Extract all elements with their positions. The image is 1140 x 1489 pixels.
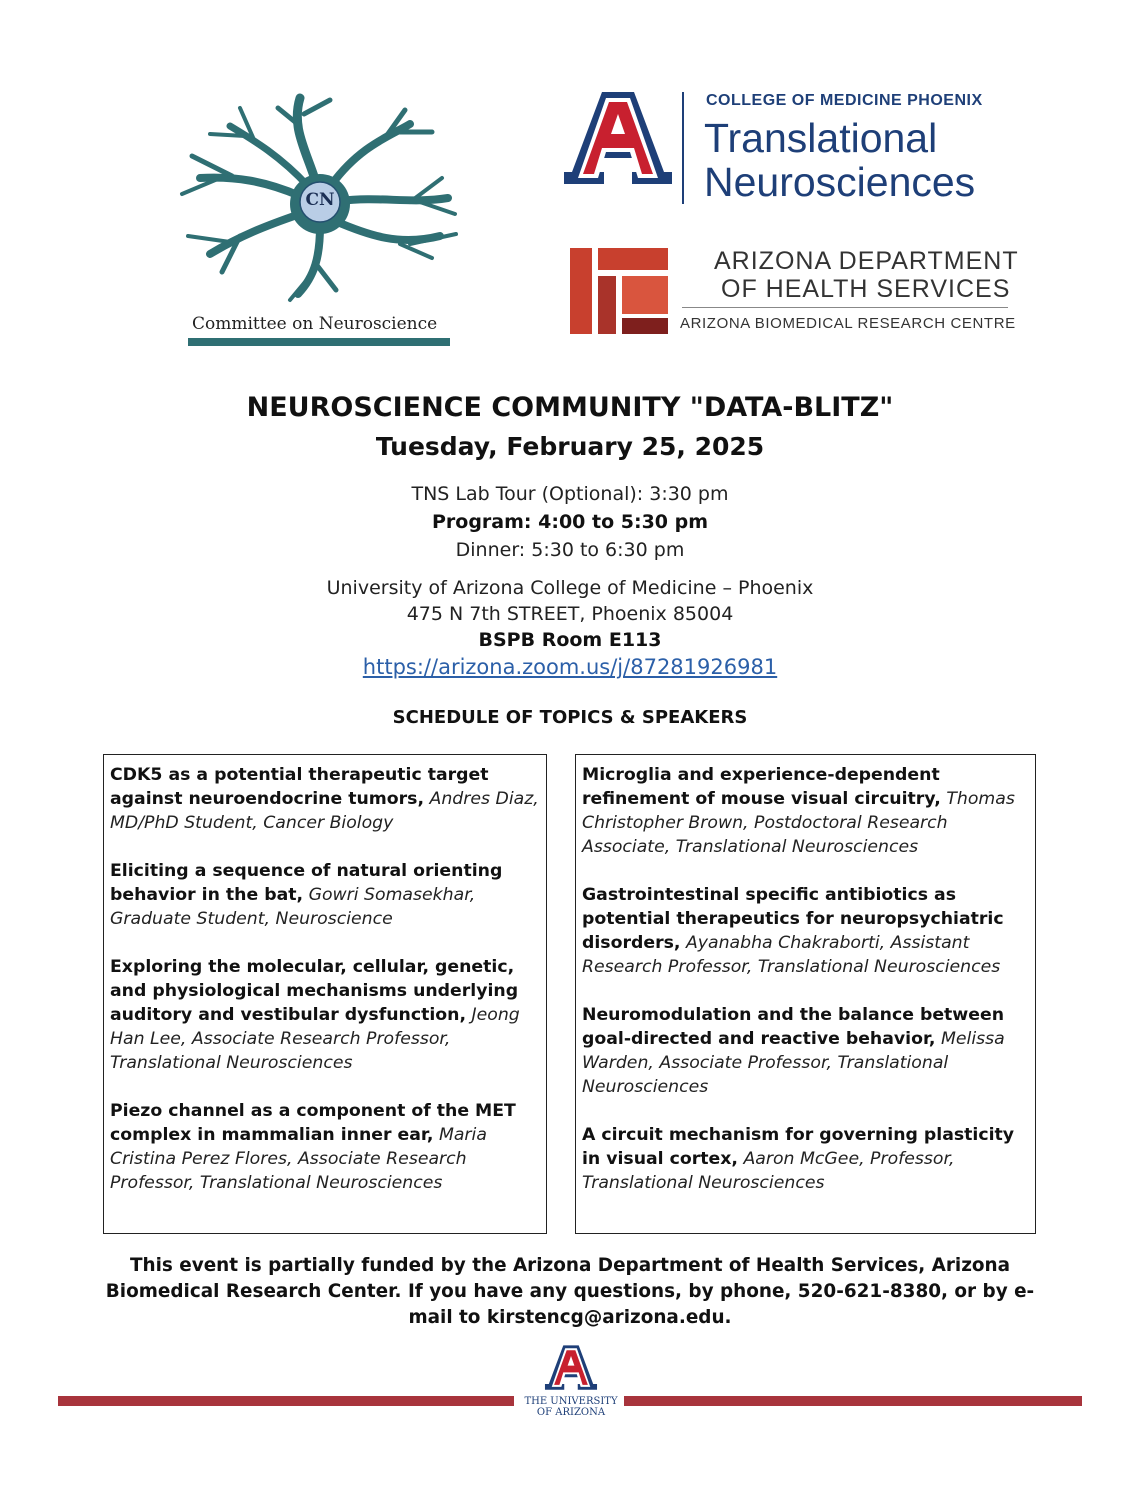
committee-neuroscience-logo bbox=[170, 86, 465, 351]
committee-underline bbox=[188, 338, 450, 346]
schedule-heading: SCHEDULE OF TOPICS & SPEAKERS bbox=[392, 707, 748, 728]
topic-speaker: Andres Diaz, MD/PhD Student, Cancer Biology bbox=[110, 789, 539, 833]
schedule-right-column bbox=[575, 754, 1036, 1234]
university-name bbox=[522, 1396, 620, 1418]
topic-title: CDK5 as a potential therapeutic target against neuroendocrine tumors, bbox=[110, 765, 489, 809]
university-line-1: THE UNIVERSITY bbox=[524, 1396, 618, 1407]
university-line-2: OF ARIZONA bbox=[536, 1407, 606, 1418]
venue-name: University of Arizona College of Medicine – Phoenix bbox=[326, 577, 814, 599]
university-of-arizona-logo bbox=[522, 1344, 620, 1424]
topic-speaker: Ayanabha Chakraborti, Assistant Research Professor, Translational Neurosciences bbox=[582, 933, 1001, 977]
topic-speaker: Melissa Warden, Associate Professor, Translational Neurosciences bbox=[582, 1029, 1005, 1097]
topic-title: A circuit mechanism for governing plasticity in visual cortex, bbox=[582, 1125, 1015, 1169]
lab-tour-time: TNS Lab Tour (Optional): 3:30 pm bbox=[411, 483, 729, 505]
topic-item bbox=[582, 763, 1029, 859]
topic-title: Gastrointestinal specific antibiotics as potential therapeutics for neuropsychiatric disorders, bbox=[582, 885, 1004, 953]
college-label: COLLEGE OF MEDICINE PHOENIX bbox=[706, 92, 983, 109]
topic-speaker: Jeong Han Lee, Associate Research Professor, Translational Neurosciences bbox=[110, 1005, 520, 1073]
arizona-a-icon bbox=[562, 92, 674, 190]
arizona-a-small-icon bbox=[544, 1344, 598, 1394]
translational-label: Translational bbox=[704, 115, 938, 161]
zoom-link[interactable]: https://arizona.zoom.us/j/87281926981 bbox=[362, 655, 778, 679]
topic-speaker: Thomas Christopher Brown, Postdoctoral Research Associate, Translational Neurosciences bbox=[582, 789, 1015, 857]
schedule-left-column bbox=[103, 754, 547, 1234]
topic-item bbox=[110, 1099, 540, 1195]
topic-title: Exploring the molecular, cellular, genetic, and physiological mechanisms underlying auditory and vestibular dysfunction, bbox=[110, 957, 519, 1025]
footer-bar-right bbox=[624, 1396, 1082, 1406]
zoom-link-row bbox=[0, 655, 1140, 679]
topic-title: Eliciting a sequence of natural orienting behavior in the bat, bbox=[110, 861, 503, 905]
cn-monogram: CN bbox=[305, 190, 335, 210]
topic-speaker: Maria Cristina Perez Flores, Associate Research Professor, Translational Neurosciences bbox=[110, 1125, 487, 1193]
translational-neurosciences-logo bbox=[562, 88, 1012, 208]
topic-title: Microglia and experience-dependent refinement of mouse visual circuitry, bbox=[582, 765, 941, 809]
topic-item bbox=[582, 1123, 1029, 1195]
topic-item bbox=[582, 1003, 1029, 1099]
committee-caption: Committee on Neuroscience bbox=[192, 314, 438, 334]
funding-note: This event is partially funded by the Arizona Department of Health Services, Arizona Biomedical Research Center. If you have any questions, by phone, 520-621-8380, or by e-mail to kirstencg@arizona.edu. bbox=[105, 1255, 1035, 1328]
adhs-mark-icon bbox=[570, 246, 668, 338]
topic-item bbox=[110, 763, 540, 835]
adhs-line-1: ARIZONA DEPARTMENT bbox=[714, 247, 1019, 275]
venue-room: BSPB Room E113 bbox=[478, 629, 662, 651]
topic-item bbox=[582, 883, 1029, 979]
adhs-line-2: OF HEALTH SERVICES bbox=[721, 275, 1011, 303]
logo-divider bbox=[682, 92, 684, 204]
topic-item bbox=[110, 859, 540, 931]
topic-title: Neuromodulation and the balance between goal-directed and reactive behavior, bbox=[582, 1005, 1005, 1049]
adhs-subtitle: ARIZONA BIOMEDICAL RESEARCH CENTRE bbox=[680, 315, 1016, 332]
dinner-time: Dinner: 5:30 to 6:30 pm bbox=[455, 539, 685, 561]
adhs-logo bbox=[570, 246, 1019, 338]
footer-bar-left bbox=[58, 1396, 514, 1406]
event-date: Tuesday, February 25, 2025 bbox=[375, 432, 765, 461]
event-title: NEUROSCIENCE COMMUNITY "DATA-BLITZ" bbox=[246, 392, 894, 423]
neurosciences-label: Neurosciences bbox=[704, 159, 976, 205]
topic-item bbox=[110, 955, 540, 1075]
topic-title: Piezo channel as a component of the MET complex in mammalian inner ear, bbox=[110, 1101, 516, 1145]
venue-address: 475 N 7th STREET, Phoenix 85004 bbox=[406, 603, 734, 625]
adhs-rule bbox=[682, 307, 1008, 308]
program-time: Program: 4:00 to 5:30 pm bbox=[431, 511, 709, 533]
topic-speaker: Aaron McGee, Professor, Translational Neurosciences bbox=[582, 1149, 955, 1193]
topic-speaker: Gowri Somasekhar, Graduate Student, Neuroscience bbox=[110, 885, 476, 929]
